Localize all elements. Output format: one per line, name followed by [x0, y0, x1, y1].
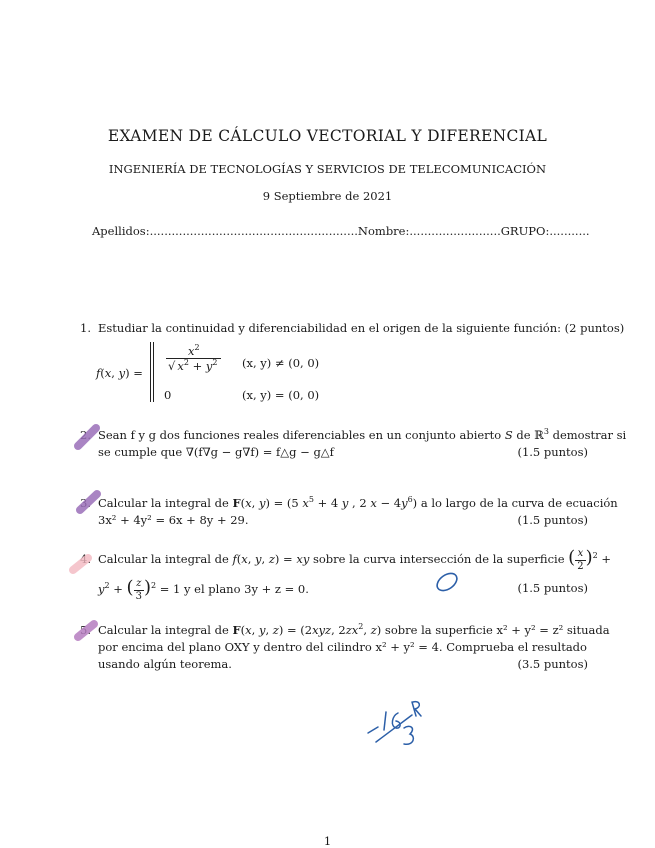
handwritten-total	[368, 702, 421, 745]
question-4: 4. Calcular la integral de f(x, y, z) = xy sobre la curva intersección de la superficie ( $\frac{x}{2}$ )$^2$ + $y^2$ + ( $\frac{z}{3}$ )$^2$ = 1 y el plano 3y + z = 0. (1.5 puntos)	[80, 543, 588, 603]
question-number: 3.	[80, 496, 91, 510]
points-label: (1.5 puntos)	[517, 513, 588, 527]
case2-value: 0	[164, 388, 172, 402]
question-3: 3. Calcular la integral de F(x, y) = (5 $x^5 + 4$ y , 2 $x - 4y^6$) a lo largo de la curva de ecuación 3x² + 4y² = 6x + 8y + 29. (1.5 puntos)	[80, 495, 618, 527]
student-fields: Apellidos:.........................................................Nombre:.........................GRUPO:...........	[92, 224, 590, 238]
question-number: 5.	[80, 623, 91, 637]
question-2: 2. Sean f y g dos funciones reales diferenciables en un conjunto abierto S de ℝ$^3$ demostrar si se cumple que ∇(f∇g − g∇f) = f△g − g△f (1.5 puntos)	[80, 427, 627, 459]
piecewise-function	[96, 344, 356, 408]
points-label: (3.5 puntos)	[517, 657, 588, 671]
points-label: (1.5 puntos)	[517, 581, 588, 595]
case2-condition: (x, y) = (0, 0)	[242, 388, 320, 402]
question-number: 2.	[80, 428, 91, 442]
brace-bar-right	[153, 342, 154, 402]
points-label: (1.5 puntos)	[517, 445, 588, 459]
question-number: 4.	[80, 552, 91, 566]
question-1	[80, 320, 625, 337]
exam-subtitle: INGENIERÍA DE TECNOLOGÍAS Y SERVICIOS DE TELECOMUNICACIÓN	[108, 162, 547, 176]
page-number: 1	[323, 834, 332, 848]
question-text: Estudiar la continuidad y diferenciabilidad en el origen de la siguiente función: (2 puntos)	[98, 321, 625, 335]
question-5: 5. Calcular la integral de F(x, y, z) = (2xyz, $2zx^2$, z) sobre la superficie x² + y² = z² situada por encima del plano OXY y dentro del cilindro x² + y² = 4. Comprueba el resultado usando algún teorema. (3.5 puntos)	[80, 622, 610, 671]
brace-bar-left	[150, 342, 151, 402]
question-number: 1.	[80, 321, 91, 335]
fraction: $\frac{x^2}{√ x^2 + y^2}$	[166, 344, 221, 373]
exam-title: EXAMEN DE CÁLCULO VECTORIAL Y DIFERENCIAL	[107, 127, 548, 145]
case1-condition: (x, y) ≠ (0, 0)	[242, 356, 320, 370]
exam-date: 9 Septiembre de 2021	[262, 189, 393, 203]
function-lhs: f(x, y) =	[96, 366, 143, 380]
